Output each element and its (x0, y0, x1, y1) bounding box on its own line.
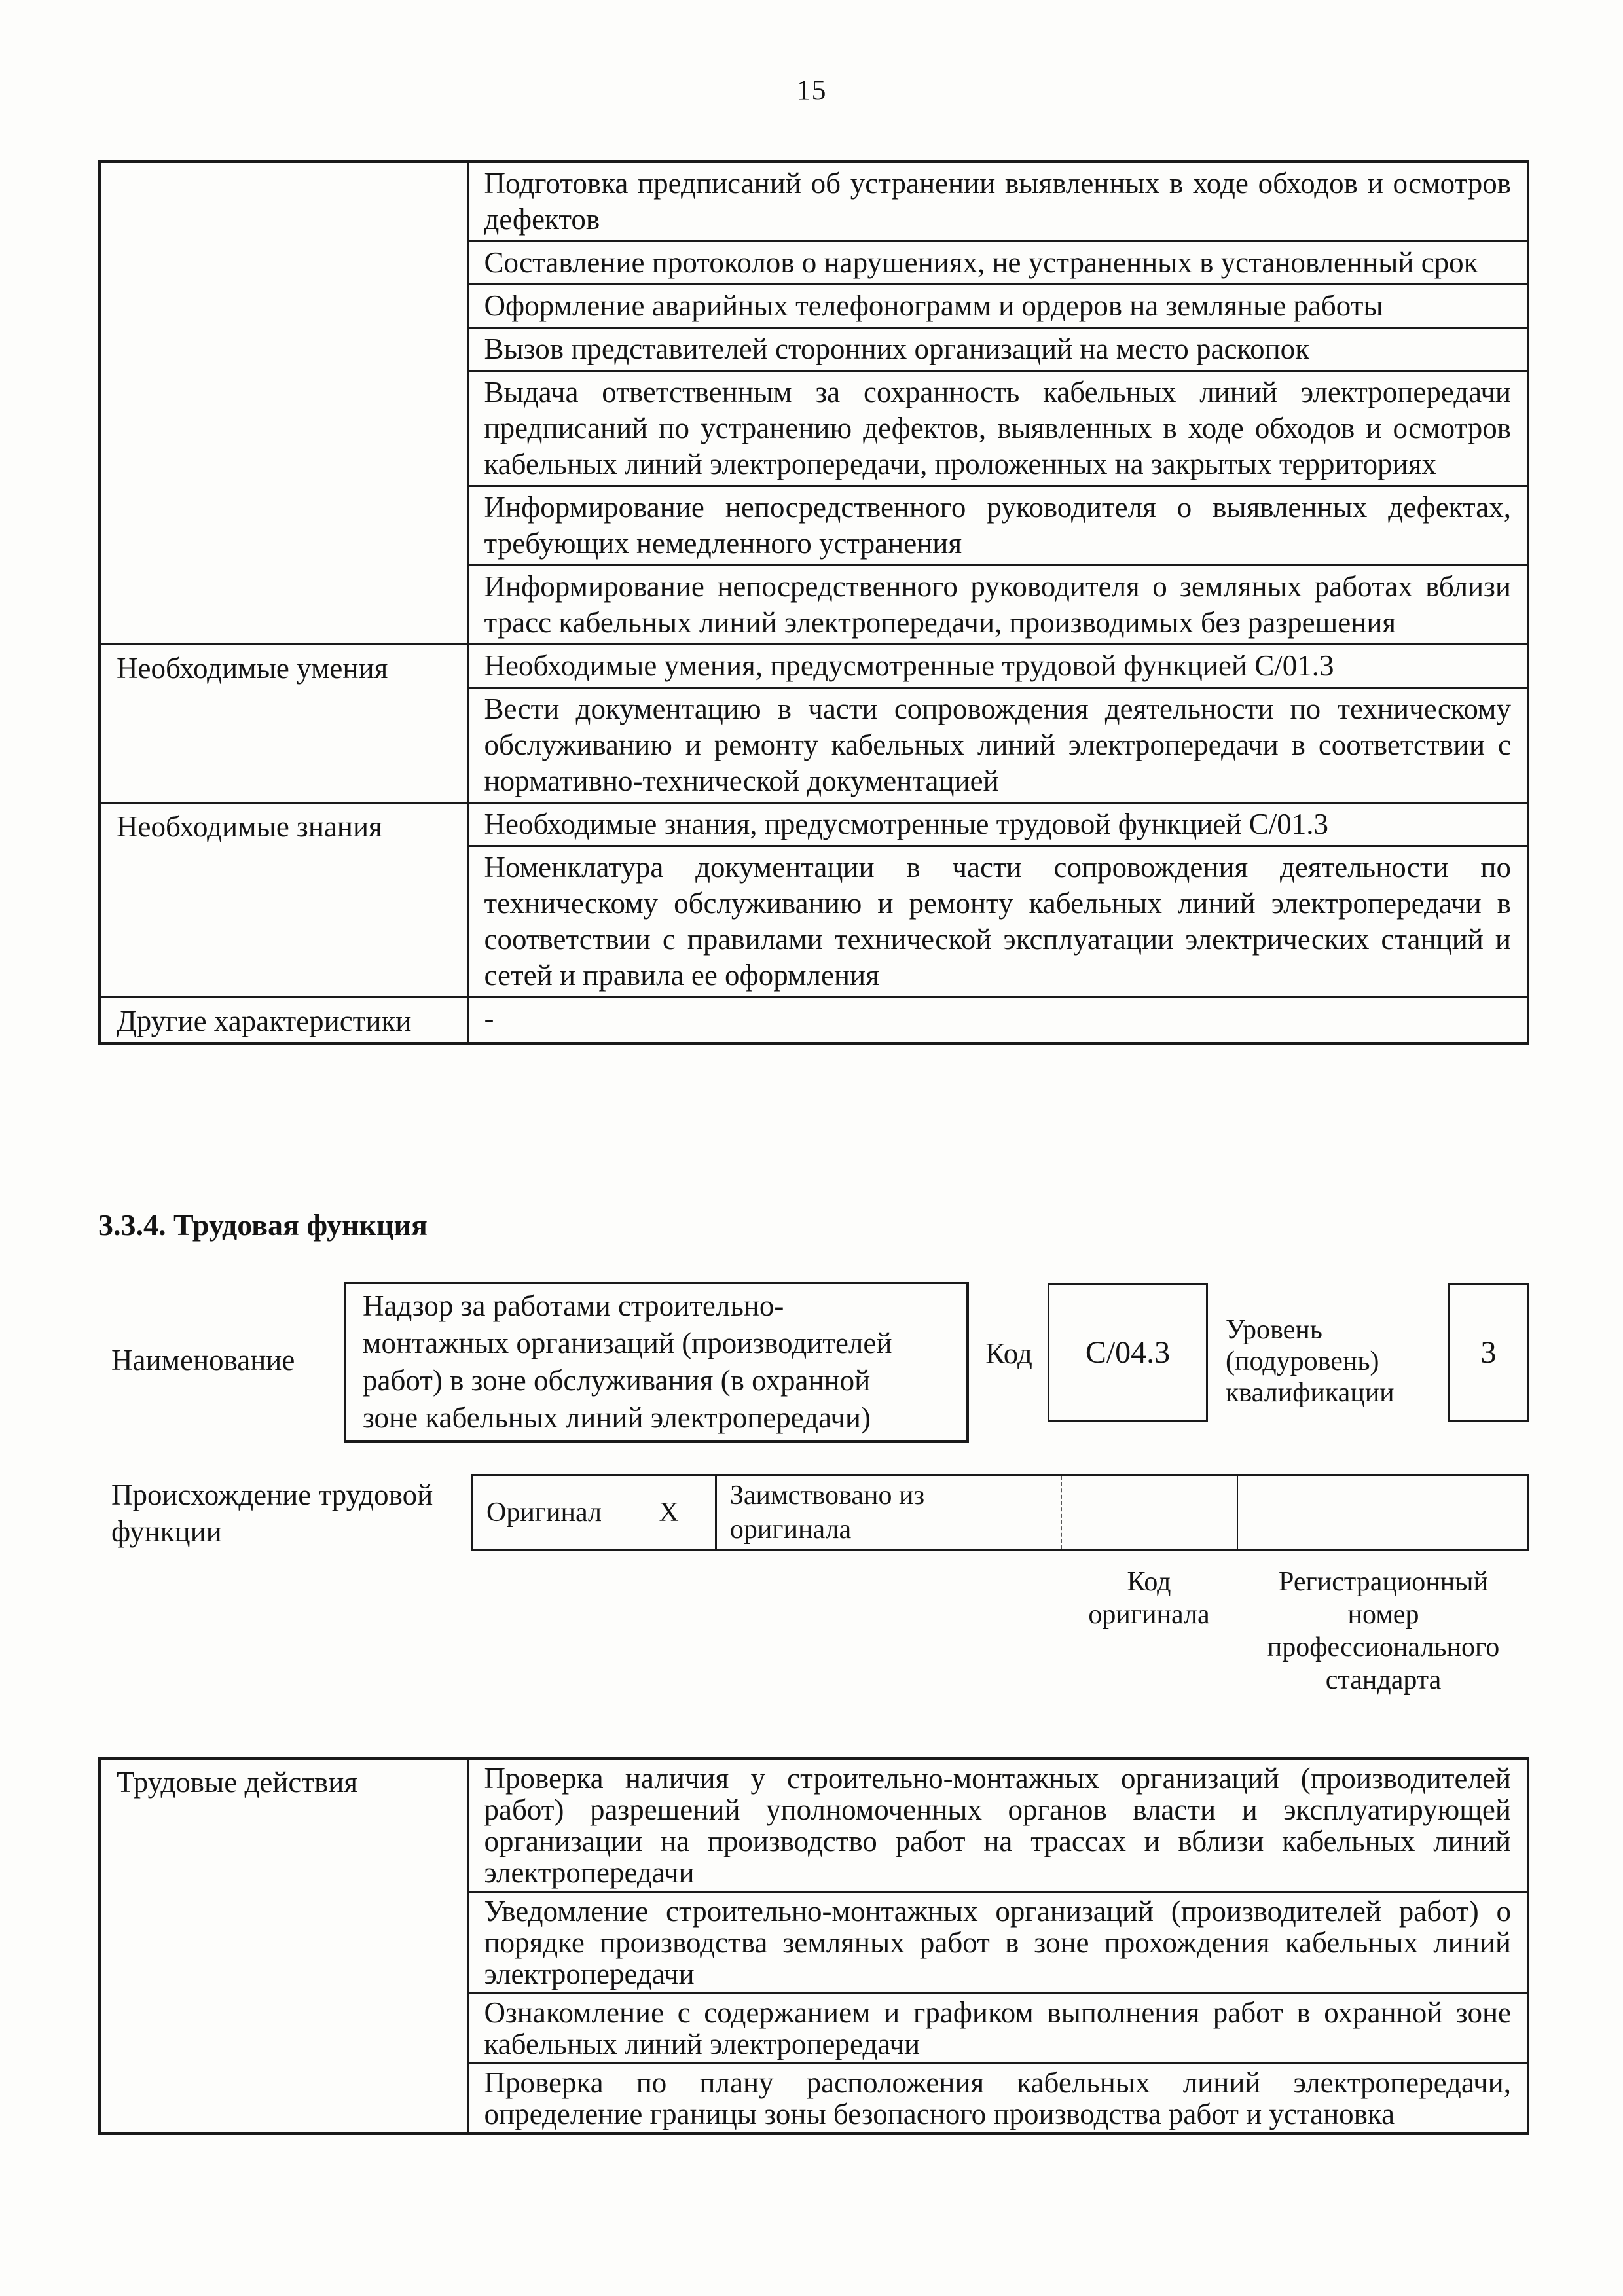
origin-original-mark: Х (659, 1498, 679, 1528)
table-row (100, 1759, 1528, 1892)
page-number: 15 (796, 74, 827, 106)
table-row (100, 645, 1528, 688)
empty-label-cell (100, 162, 467, 645)
labor-action-cell: Вызов представителей сторонних организаций на место раскопок (467, 328, 1528, 371)
labor-action-cell: Подготовка предписаний об устранении выявленных в ходе обходов и осмотров дефектов (467, 162, 1528, 242)
function-code-label: Код (985, 1337, 1032, 1370)
required-skills-label: Необходимые умения (100, 645, 467, 803)
labor-action-cell: Ознакомление с содержанием и графиком выполнения работ в охранной зоне кабельных линий электропередачи (467, 1994, 1528, 2064)
labor-action-cell: Составление протоколов о нарушениях, не устраненных в установленный срок (467, 242, 1528, 285)
qualification-level-box: 3 (1448, 1283, 1529, 1422)
labor-action-cell: Оформление аварийных телефонограмм и ордеров на земляные работы (467, 285, 1528, 328)
required-skill-cell: Необходимые умения, предусмотренные трудовой функцией С/01.3 (467, 645, 1528, 688)
labor-action-cell: Уведомление строительно-монтажных организаций (производителей работ) о порядке производства земляных работ в зоне прохождения кабельных линий электропередачи (467, 1892, 1528, 1994)
table-row (100, 997, 1528, 1044)
labor-action-cell: Информирование непосредственного руководителя о выявленных дефектах, требующих немедленного устранения (467, 486, 1528, 565)
labor-actions-label: Трудовые действия (100, 1759, 467, 2134)
other-characteristics-label: Другие характеристики (100, 997, 467, 1044)
origin-registration-cell (1237, 1476, 1527, 1549)
labor-actions-table (98, 1757, 1529, 2135)
labor-action-cell: Информирование непосредственного руководителя о земляных работах вблизи трасс кабельных линий электропередачи, производимых без разрешения (467, 565, 1528, 645)
required-knowledge-cell: Номенклатура документации в части сопровождения деятельности по техническому обслуживанию и ремонту кабельных линий электропередачи в соответствии с правилами технической эксплуатации электрических станций и сетей и правила ее оформления (467, 846, 1528, 997)
function-name-label: Наименование (111, 1344, 295, 1376)
table-row (100, 803, 1528, 846)
labor-action-cell: Выдача ответственным за сохранность кабельных линий электропередачи предписаний по устранению дефектов, выявленных в ходе обходов и осмотров кабельных линий электропередачи, проложенных на закрытых территориях (467, 371, 1528, 486)
required-skill-cell: Вести документацию в части сопровождения деятельности по техническому обслуживанию и ремонту кабельных линий электропередачи в соответствии с нормативно-технической документацией (467, 688, 1528, 803)
origin-label: Происхождение трудовой функции (111, 1479, 433, 1548)
required-knowledge-label: Необходимые знания (100, 803, 467, 997)
origin-code-caption: Код оригинала (1088, 1567, 1210, 1630)
other-characteristics-value: - (467, 997, 1528, 1044)
origin-original-cell (473, 1476, 715, 1549)
qualification-level-label: Уровень (подуровень) квалификации (1226, 1315, 1395, 1408)
function-code-box: С/04.3 (1048, 1283, 1208, 1422)
origin-original-label: Оригинал (486, 1498, 602, 1528)
required-knowledge-cell: Необходимые знания, предусмотренные трудовой функцией С/01.3 (467, 803, 1528, 846)
characteristics-table (98, 160, 1529, 1045)
origin-registration-caption: Регистрационный номер профессионального стандарта (1267, 1567, 1500, 1695)
labor-action-cell: Проверка по плану расположения кабельных линий электропередачи, определение границы зоны безопасного производства работ и установка (467, 2064, 1528, 2134)
labor-action-cell: Проверка наличия у строительно-монтажных организаций (производителей работ) разрешений уполномоченных органов власти и эксплуатирующей организации на производство работ на трассах и вблизи кабельных линий электропередачи (467, 1759, 1528, 1892)
table-row (100, 162, 1528, 242)
function-name-box: Надзор за работами строительно- монтажных организаций (производителей работ) в зоне обслуживания (в охранной зоне кабельных линий электропередачи) (344, 1282, 969, 1443)
origin-table (471, 1474, 1529, 1551)
section-heading: 3.3.4. Трудовая функция (98, 1208, 428, 1242)
origin-code-cell (1061, 1476, 1237, 1549)
origin-borrowed-cell: Заимствовано из оригинала (715, 1476, 1061, 1549)
